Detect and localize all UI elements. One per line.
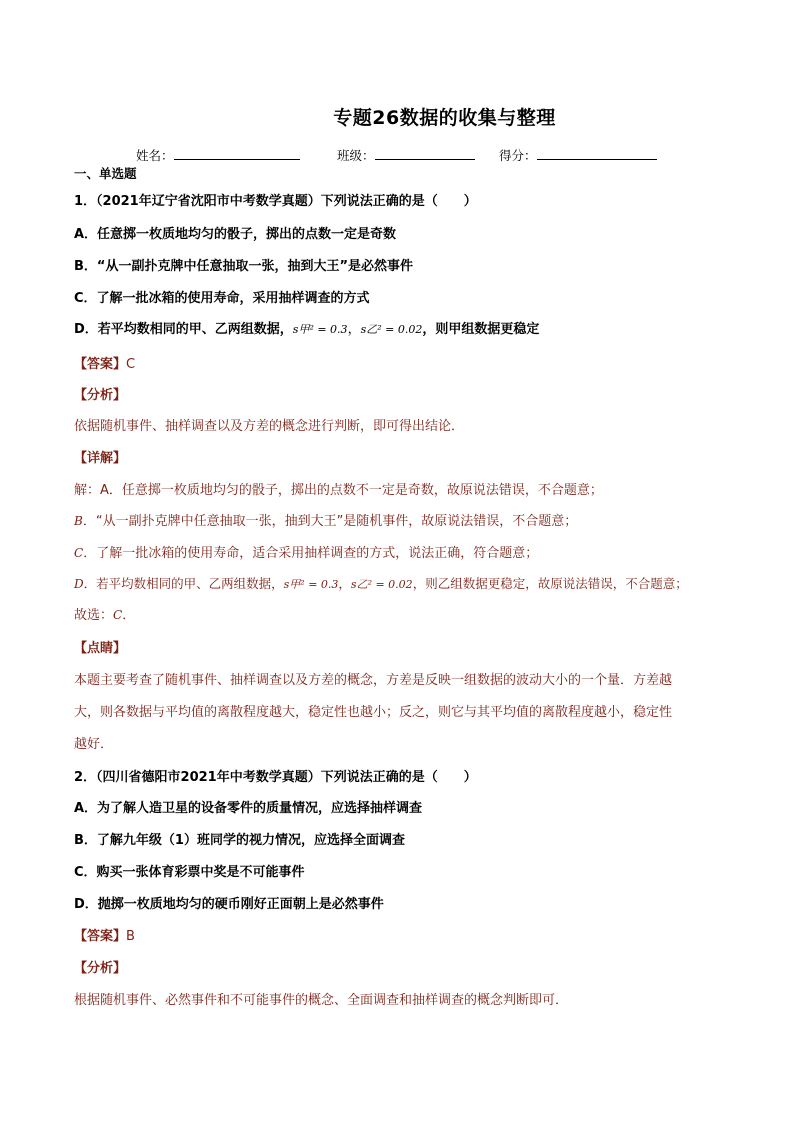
q1-detail-d-formula-1: s甲² = 0.3 — [283, 578, 339, 591]
q1-point-line-1: 本题主要考查了随机事件、抽样调查以及方差的概念，方差是反映一组数据的波动大小的一个量．方差越 — [74, 673, 673, 688]
q2-option-d: D．抛掷一枚质地均匀的硬币刚好正面朝上是必然事件 — [74, 897, 384, 912]
score-label: 得分： — [499, 148, 537, 163]
q1-point-line-2: 大，则各数据与平均值的离散程度越大，稳定性也越小；反之，则它与其平均值的离散程度越小，稳定性 — [74, 705, 673, 720]
name-blank[interactable] — [174, 147, 300, 160]
q1-detail-a: 解：A．任意掷一枚质地均匀的骰子，掷出的点数不一定是奇数，故原说法错误，不合题意； — [74, 483, 603, 498]
q1-option-b: B．“从一副扑克牌中任意抽取一张，抽到大王”是必然事件 — [74, 259, 413, 274]
q2-option-c: C．购买一张体育彩票中奖是不可能事件 — [74, 865, 305, 880]
q1-option-a: A．任意掷一枚质地均匀的骰子，掷出的点数一定是奇数 — [74, 227, 397, 242]
q2-analysis-tag: 【分析】 — [74, 961, 127, 976]
q1-detail-d-sep: ， — [338, 576, 351, 591]
q1-option-d-text: D．若平均数相同的甲、乙两组数据， — [74, 322, 293, 337]
answer-value: B — [126, 929, 135, 944]
q1-analysis-tag: 【分析】 — [74, 388, 127, 403]
q1-detail-d — [74, 574, 688, 592]
q1-choose — [74, 604, 135, 623]
q2-option-b: B．了解九年级（1）班同学的视力情况，应选择全面调查 — [74, 833, 405, 848]
q2-analysis-text: 根据随机事件、必然事件和不可能事件的概念、全面调查和抽样调查的概念判断即可． — [74, 993, 569, 1008]
score-blank[interactable] — [537, 147, 657, 160]
answer-tag: 【答案】 — [74, 357, 127, 372]
q1-detail-b-text: ．“从一副扑克牌中任意抽取一张，抽到大王”是随机事件，故原说法错误，不合题意； — [82, 514, 578, 529]
q1-detail-d-formula-2: s乙² = 0.02 — [350, 578, 413, 591]
q2-stem: 2．（四川省德阳市2021年中考数学真题）下列说法正确的是（ ） — [74, 770, 477, 785]
q1-option-c: C．了解一批冰箱的使用寿命，采用抽样调查的方式 — [74, 291, 370, 306]
q1-option-d-sep: ， — [347, 322, 361, 337]
name-label: 姓名： — [136, 148, 174, 163]
q1-choose-text: 故选： — [74, 608, 114, 623]
q1-choose-end: ． — [122, 608, 136, 623]
q1-option-d-suffix: ，则甲组数据更稳定 — [422, 322, 540, 337]
section-heading: 一、单选题 — [74, 166, 137, 181]
score-field — [499, 146, 657, 164]
class-field — [337, 146, 475, 164]
q1-choose-letter: C — [113, 608, 123, 622]
class-label: 班级： — [337, 148, 375, 163]
q2-answer — [74, 925, 135, 944]
q1-stem: 1．（2021年辽宁省沈阳市中考数学真题）下列说法正确的是（ ） — [74, 194, 477, 209]
q1-detail-b-letter: B — [74, 514, 83, 528]
q1-answer — [74, 353, 135, 372]
q1-detail-d-suffix: ，则乙组数据更稳定，故原说法错误，不合题意； — [412, 576, 688, 591]
answer-tag: 【答案】 — [74, 929, 127, 944]
page-title: 专题26数据的收集与整理 — [333, 107, 556, 129]
q1-detail-d-text: ．若平均数相同的甲、乙两组数据， — [83, 576, 284, 591]
q1-detail-c-text: ．了解一批冰箱的使用寿命，适合采用抽样调查的方式，说法正确，符合题意； — [83, 546, 539, 561]
name-field — [136, 146, 300, 164]
q1-point-tag: 【点睛】 — [74, 641, 127, 656]
class-blank[interactable] — [375, 147, 475, 160]
answer-value: C — [126, 357, 136, 372]
q1-detail-tag: 【详解】 — [74, 451, 127, 466]
q1-detail-c — [74, 542, 538, 561]
q2-option-a: A．为了解人造卫星的设备零件的质量情况，应选择抽样调查 — [74, 801, 423, 816]
q1-detail-c-letter: C — [74, 546, 84, 560]
q1-option-d-formula-1: s甲² = 0.3 — [292, 323, 348, 336]
q1-detail-b — [74, 510, 577, 529]
q1-analysis-text: 依据随机事件、抽样调查以及方差的概念进行判断，即可得出结论． — [74, 419, 465, 434]
q1-point-line-3: 越好． — [74, 737, 114, 752]
q1-option-d-formula-2: s乙² = 0.02 — [360, 323, 423, 336]
q1-option-d — [74, 318, 539, 337]
q1-detail-d-letter: D — [74, 577, 84, 591]
